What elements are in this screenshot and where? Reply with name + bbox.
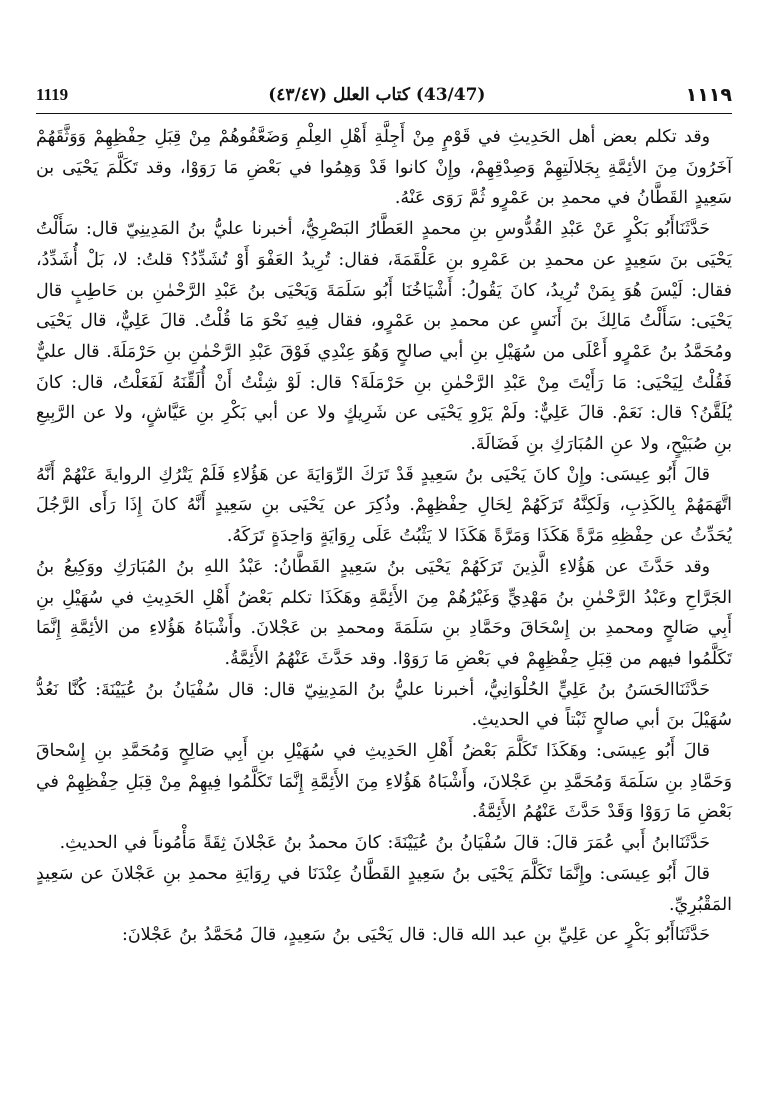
paragraph: حَدَّثَنَاالحَسَنُ بنُ عَلِيٍّ الحُلْوَانِيُّ، أخبرنا عليُّ بنُ المَدِينِيّ قال: قال سُفْيَانُ بنُ عُيَيْنَةَ: كُنَّا نَعُدُّ سُهَيْلَ بنَ أبي صالحٍ ثَبْتاً في الحديثِ. [36, 679, 732, 731]
page-number-latin: 1119 [36, 85, 69, 104]
paragraph: وقد تكلم بعض أهل الحَدِيثِ في قَوْمٍ مِنْ أَجِلَّةِ أَهْلِ العِلْمِ وَضَعَّفُوهُمْ مِنْ قِبَلِ حِفْظِهِمْ وَوَثَّقَهُمْ آخَرُونَ مِنَ الأئِمَّةِ بِجَلالَتِهِمْ وَصِدْقِهِمْ، وإِنْ كانوا قَدْ وَهِمُوا في بَعْضِ مَا رَوَوْا، وقد تَكَلَّمَ يَحْيَى بن سَعِيدٍ القَطَّانُ في محمدِ بن عَمْرٍو ثُمَّ رَوَى عَنْهُ. [36, 127, 732, 209]
paragraph: قالَ أَبُو عِيسَى: وهَكَذَا تَكَلَّمَ بَعْضُ أَهْلِ الحَدِيثِ في سُهَيْلِ بنِ أَبِي صَالِحٍ وَمُحَمَّدِ بنِ إِسْحاقَ وَحَمَّادِ بنِ سَلَمَةَ وَمُحَمَّدِ بنِ عَجْلانَ، وأَشْبَاهُ هَؤُلاءِ مِنَ الأَئِمَّةِ إِنَّمَا تَكَلَّمُوا فِيهِمْ مِنْ قِبَلِ حِفْظِهِمْ في بَعْضِ مَا رَوَوْا وَقَدْ حَدَّثَ عَنْهُمُ الأَئِمَّةُ. [36, 741, 732, 823]
paragraph: قالَ أَبُو عِيسَى: وإِنَّمَا تَكَلَّمَ يَحْيَى بنُ سَعِيدٍ القَطَّانُ عِنْدَنَا في رِوَايَةِ محمدِ بنِ عَجْلانَ عن سَعِيدٍ المَقْبُرِيِّ. [36, 863, 732, 915]
page-body [36, 122, 732, 1082]
header-rule [36, 113, 732, 114]
paragraph: قالَ أَبُو عِيسَى: وإِنْ كانَ يَحْيَى بنُ سَعِيدٍ قَدْ تَرَكَ الرِّوَايَةَ عن هَؤُلاءِ فَلَمْ يَتْرُكِ الروايةَ عَنْهُمْ أَنَّهُ اتَّهَمَهُمْ بِالكَذِبِ، وَلَكِنَّهُ تَرَكَهُمْ لِحَالِ حِفْظِهِمْ. وذُكِرَ عن يَحْيَى بنِ سَعِيدٍ أَنَّهُ كانَ إِذَا رَأَى الرَّجُلَ يُحَدِّثُ عن حِفْظِهِ مَرَّةً هَكَذَا وَمَرَّةً هَكَذَا لا يَثْبُتُ عَلَى رِوَايَةٍ وَاحِدَةٍ تَرَكَهُ. [36, 464, 732, 547]
page-header [36, 78, 732, 112]
paragraph: حَدَّثَنَاأَبُو بَكْرٍ عَنْ عَبْدِ القُدُّوسِ بنِ محمدٍ العَطَّارُ البَصْرِيُّ، أخبرنا عليُّ بنُ المَدِينِيّ قال: سَأَلْتُ يَحْيَى بنَ سَعِيدٍ عن محمدِ بن عَمْرِو بنِ عَلْقَمَةَ، فقال: تُرِيدُ العَفْوَ أَوْ تُشَدِّدُ؟ قلتُ: لا، بَلْ أُشَدِّدُ، فقال: لَيْسَ هُوَ بِمَنْ تُرِيدُ، كانَ يَقُولُ: أَشْيَاخُنَا أَبُو سَلَمَةَ وَيَحْيَى بنُ عَبْدِ الرَّحْمٰنِ بن حَاطِبٍ قال يَحْيَى: سَأَلْتُ مَالِكَ بنَ أَنَسٍ عن محمدِ بن عَمْرٍو، فقال فِيهِ نَحْوَ مَا قُلْتُ. قالَ عَلِيٌّ، قال يَحْيَى ومُحَمَّدُ بنُ عَمْرٍو أَعْلَى من سُهَيْلِ بنِ أبي صالحٍ وَهُوَ عِنْدِي فَوْقَ عَبْدِ الرَّحْمٰنِ بنِ حَرْمَلَةَ. قال عليٌّ فَقُلْتُ لِيَحْيَى: مَا رَأَيْتَ مِنْ عَبْدِ الرَّحْمٰنِ بنِ حَرْمَلَةَ؟ قال: لَوْ شِئْتُ أَنْ أُلَقِّنَهُ لَفَعَلْتُ، قال: كانَ يُلَقَّنُ؟ قال: نَعَمْ. قالَ عَلِيٌّ: ولَمْ يَرْوِ يَحْيَى عن شَرِيكٍ ولا عن أبي بَكْرِ بنِ عَيَّاشٍ، ولا عن الرَّبِيعِ بنِ صُبَيْحٍ، ولا عنِ المُبَارَكِ بنِ فَضَالَةَ. [36, 219, 732, 455]
page-number-arabic: ١١١٩ [685, 84, 732, 106]
paragraph: حَدَّثَنَاابنُ أَبي عُمَرَ قالَ: قالَ سُفْيَانُ بنُ عُيَيْنَةَ: كانَ محمدُ بنُ عَجْلانَ ثِقَةً مَأْمُوناً في الحديثِ. [59, 833, 710, 854]
running-title: (43/47) كتاب العلل (٤٣/٤٧) [268, 85, 486, 105]
paragraph: حَدَّثَنَاأَبُو بَكْرٍ عن عَلِيِّ بنِ عبد الله قال: قال يَحْيَى بنُ سَعِيدٍ، قالَ مُحَمَّدُ بنُ عَجْلانَ: [121, 925, 710, 946]
paragraph: وقد حَدَّثَ عن هَؤُلاءِ الَّذِينَ تَرَكَهُمْ يَحْيَى بنُ سَعِيدٍ القَطَّانُ: عَبْدُ اللهِ بنُ المُبَارَكِ ووَكِيعُ بنُ الجَرَّاحِ وعَبْدُ الرَّحْمٰنِ بنُ مَهْدِيٍّ وَغَيْرُهُمْ مِنَ الأَئِمَّةِ وهَكَذَا تكلم بَعْضُ أَهْلِ الحَدِيثِ في سُهَيْلِ بنِ أَبِي صَالحٍ ومحمدِ بن إِسْحَاقَ وحَمَّادِ بنِ سَلَمَةَ ومحمدِ بن عَجْلانَ. وأَشْبَاهُ هَؤُلاءِ من الأئِمَّةِ إِنَّمَا تَكَلَّمُوا فيهم من قِبَلِ حِفْظِهِمْ في بَعْضِ مَا رَوَوْا. وقد حَدَّثَ عَنْهُمُ الأَئِمَّةُ. [36, 556, 732, 669]
